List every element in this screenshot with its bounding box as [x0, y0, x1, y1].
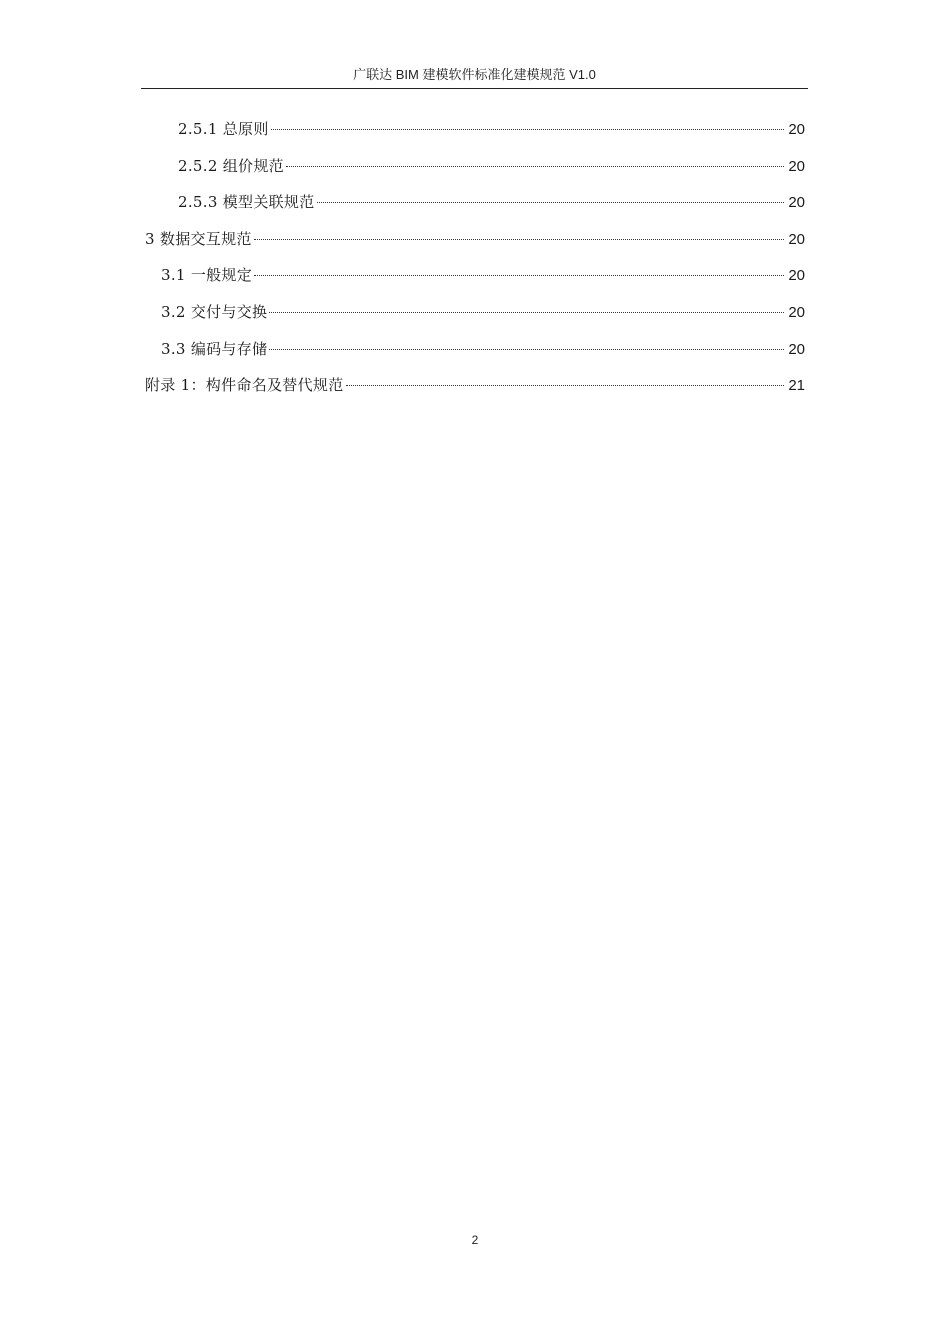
toc-entry-page: 20: [788, 303, 805, 321]
toc-entry-2-5-3[interactable]: [141, 191, 808, 228]
running-header: 广联达 BIM 建模软件标准化建模规范 V1.0: [353, 67, 596, 82]
toc-entry-page: 20: [788, 340, 805, 358]
toc-entry-2-5-1[interactable]: [141, 118, 808, 155]
toc-entry-page: 20: [788, 230, 805, 248]
toc-entry-appendix-1[interactable]: [141, 374, 808, 411]
toc-entry-3-1[interactable]: [141, 264, 808, 301]
toc-entry-title: 2.5.3 模型关联规范: [178, 193, 315, 212]
toc-entry-title: 3.2 交付与交换: [161, 302, 268, 321]
table-of-contents: [141, 118, 808, 411]
toc-entry-page: 21: [788, 377, 805, 395]
toc-entry-title: 3 数据交互规范: [145, 229, 252, 248]
toc-entry-3-2[interactable]: [141, 301, 808, 338]
toc-entry-page: 20: [788, 267, 805, 285]
toc-dot-leader: [271, 129, 785, 130]
header-divider: [141, 88, 808, 89]
toc-dot-leader: [254, 275, 784, 276]
toc-entry-title: 附录 1：构件命名及替代规范: [145, 376, 344, 395]
toc-entry-2-5-2[interactable]: [141, 155, 808, 192]
toc-entry-page: 20: [788, 157, 805, 175]
toc-entry-3-3[interactable]: [141, 338, 808, 375]
toc-entry-title: 3.1 一般规定: [161, 266, 253, 285]
toc-dot-leader: [269, 349, 784, 350]
toc-dot-leader: [346, 385, 785, 386]
toc-entry-title: 2.5.1 总原则: [178, 120, 269, 138]
toc-entry-title: 3.3 编码与存储: [161, 339, 268, 358]
toc-entry-3[interactable]: [141, 228, 808, 265]
toc-dot-leader: [317, 202, 785, 203]
toc-dot-leader: [254, 239, 785, 240]
toc-dot-leader: [269, 312, 784, 313]
toc-entry-page: 20: [788, 194, 805, 212]
page-number: 2: [471, 1233, 479, 1247]
toc-entry-title: 2.5.2 组价规范: [178, 156, 284, 175]
toc-entry-page: 20: [788, 121, 805, 138]
toc-dot-leader: [286, 166, 784, 167]
